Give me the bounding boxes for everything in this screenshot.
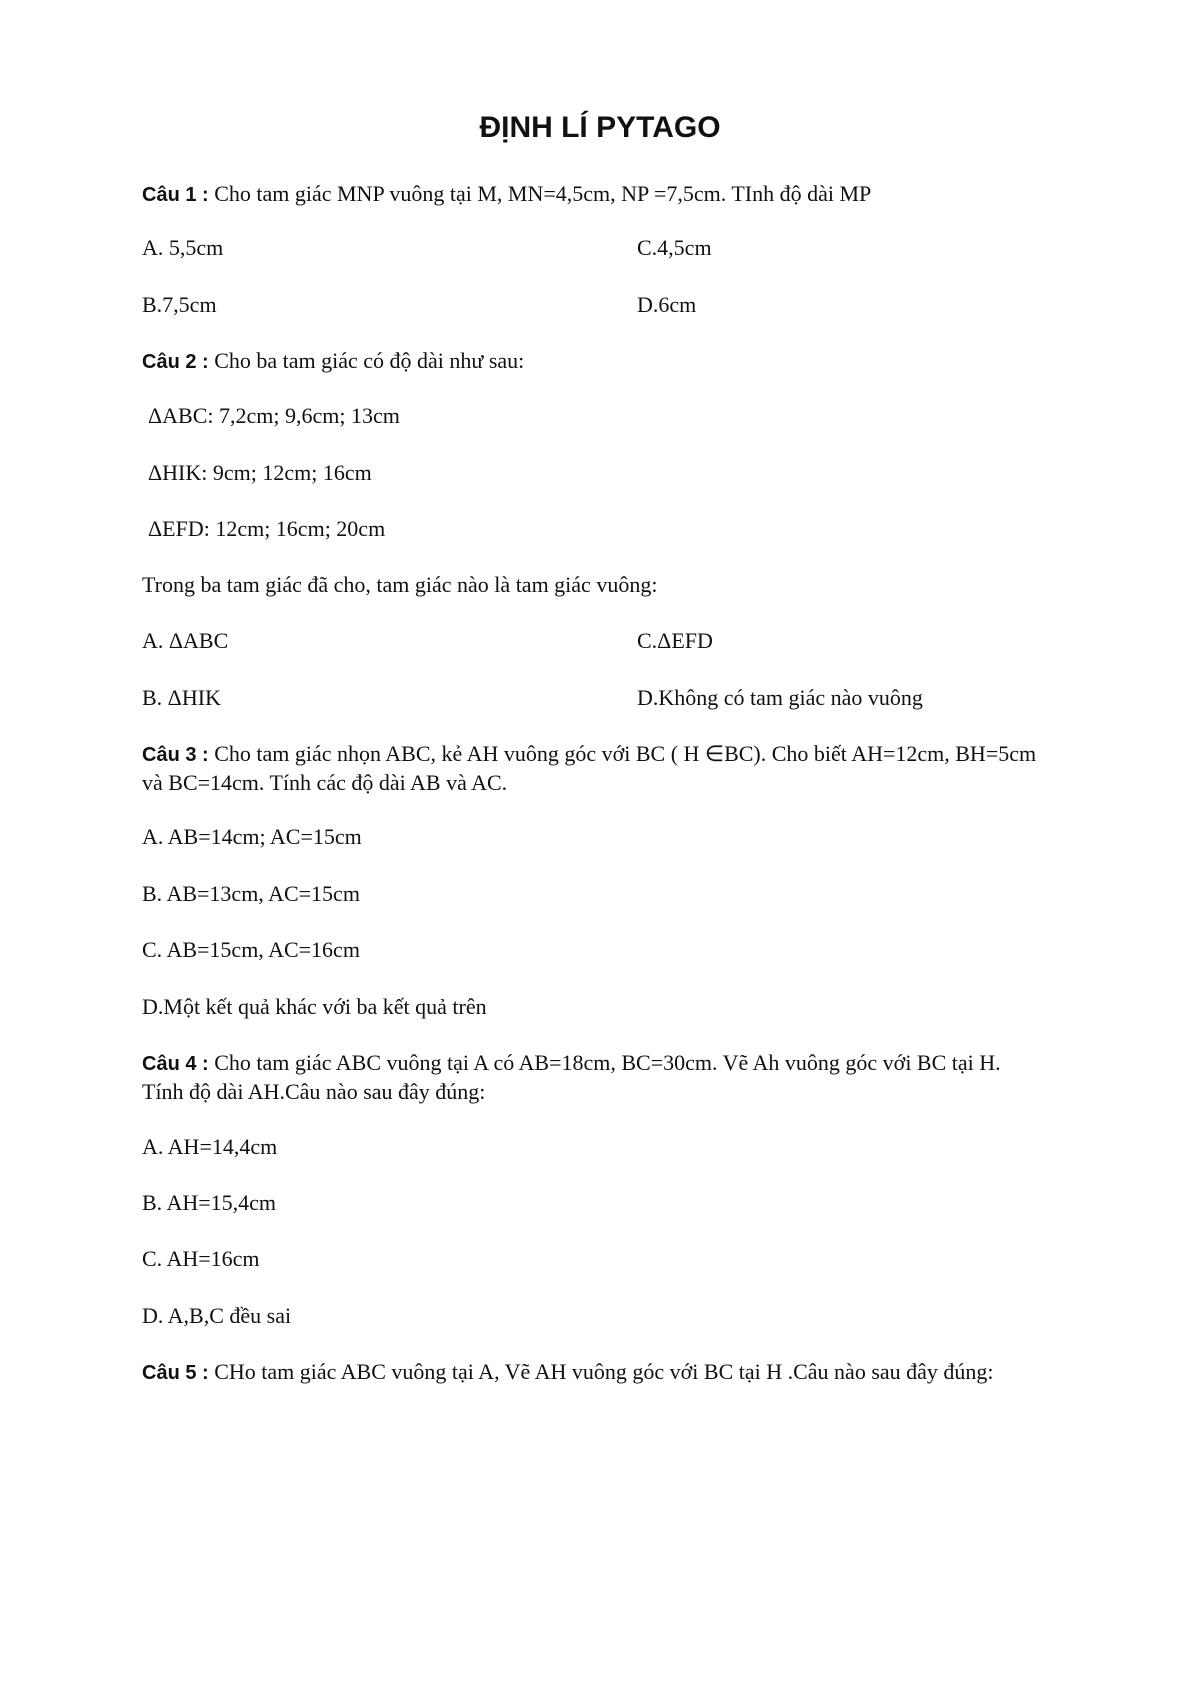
question-1-label: Câu 1 : [142, 184, 209, 206]
q2-triangle-hik: ΔHIK: 9cm; 12cm; 16cm [148, 460, 372, 485]
question-3-label: Câu 3 : [142, 744, 209, 766]
q2-option-c: C.ΔEFD [637, 628, 713, 653]
q3-option-c: C. AB=15cm, AC=16cm [142, 937, 360, 962]
question-4-text: Cho tam giác ABC vuông tại A có AB=18cm, BC=30cm. Vẽ Ah vuông góc với BC tại H. Tính độ dài AH.Câu nào sau đây đúng: [142, 1050, 1001, 1104]
question-4-label: Câu 4 : [142, 1053, 209, 1075]
question-3 [142, 740, 1047, 797]
question-2-label: Câu 2 : [142, 351, 209, 373]
q2-option-b: B. ΔHIK [142, 685, 221, 710]
page-title: ĐỊNH LÍ PYTAGO [479, 111, 721, 144]
q4-option-d: D. A,B,C đều sai [142, 1303, 292, 1328]
q2-option-d: D.Không có tam giác nào vuông [637, 685, 923, 710]
q2-prompt: Trong ba tam giác đã cho, tam giác nào là tam giác vuông: [142, 572, 658, 597]
question-5 [142, 1358, 1047, 1387]
q2-option-a: A. ΔABC [142, 628, 229, 653]
q1-option-d: D.6cm [637, 292, 697, 317]
question-1-text: Cho tam giác MNP vuông tại M, MN=4,5cm, NP =7,5cm. TInh độ dài MP [208, 181, 872, 206]
q4-option-a: A. AH=14,4cm [142, 1134, 278, 1159]
q1-option-b: B.7,5cm [142, 292, 217, 317]
q2-triangle-abc: ΔABC: 7,2cm; 9,6cm; 13cm [148, 403, 400, 428]
q1-option-a: A. 5,5cm [142, 235, 224, 260]
question-5-text: CHo tam giác ABC vuông tại A, Vẽ AH vuông góc với BC tại H .Câu nào sau đây đúng: [208, 1359, 994, 1384]
question-1 [142, 180, 1042, 209]
q4-option-b: B. AH=15,4cm [142, 1190, 277, 1215]
question-4 [142, 1049, 1047, 1106]
question-2 [142, 347, 1042, 376]
question-3-text: Cho tam giác nhọn ABC, kẻ AH vuông góc với BC ( H ∈BC). Cho biết AH=12cm, BH=5cm và BC=14cm. Tính các độ dài AB và AC. [142, 741, 1037, 795]
q3-option-d: D.Một kết quả khác với ba kết quả trên [142, 994, 487, 1019]
question-2-text: Cho ba tam giác có độ dài như sau: [208, 348, 525, 373]
q1-option-c: C.4,5cm [637, 235, 712, 260]
q3-option-b: B. AB=13cm, AC=15cm [142, 881, 360, 906]
q4-option-c: C. AH=16cm [142, 1246, 260, 1271]
q3-option-a: A. AB=14cm; AC=15cm [142, 824, 362, 849]
q2-triangle-efd: ΔEFD: 12cm; 16cm; 20cm [148, 516, 386, 541]
question-5-label: Câu 5 : [142, 1362, 209, 1384]
